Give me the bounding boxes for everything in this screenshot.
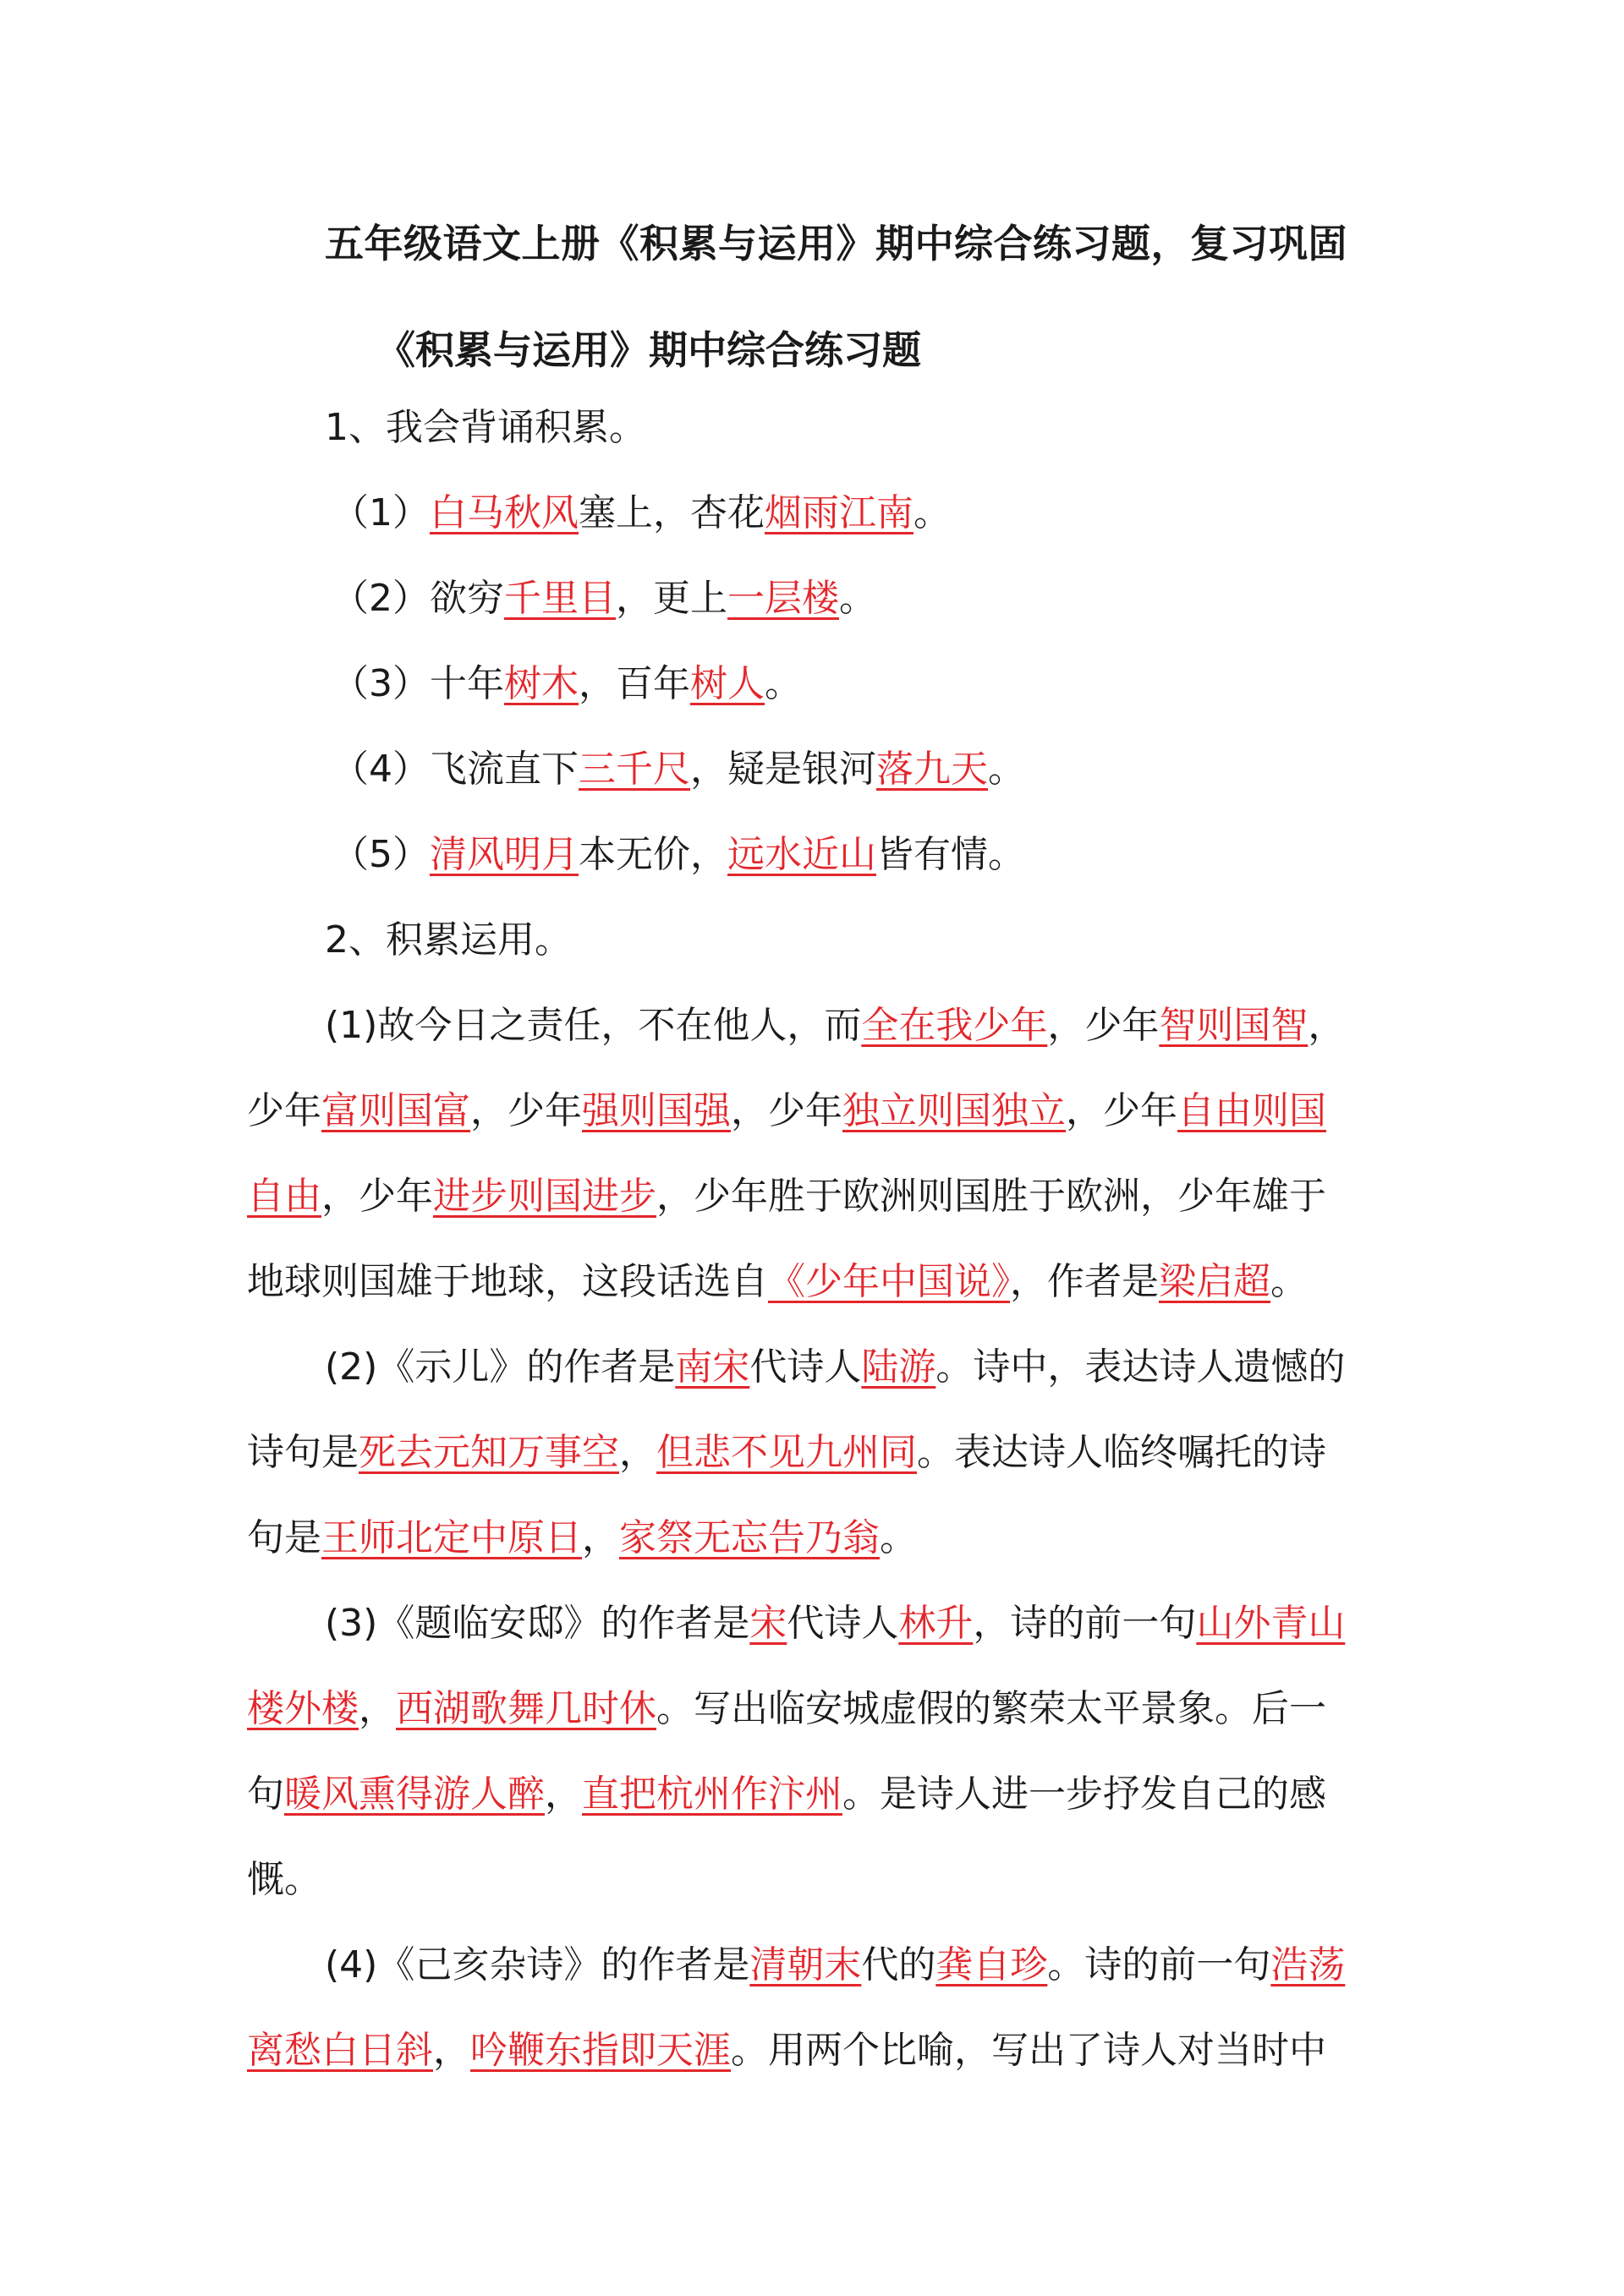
answer-text: 直把杭州作汴州 (582, 1773, 842, 1816)
text-line (247, 726, 1482, 812)
document-subtitle: 《积累与运用》期中综合练习题 (376, 327, 921, 373)
answer-text: 全在我少年 (861, 1004, 1048, 1047)
question-text: ，诗的前一句 (973, 1602, 1197, 1645)
document-title: 五年级语文上册《积累与运用》期中综合练习题，复习巩固 (325, 221, 1347, 266)
question-text: ，少年 (1066, 1089, 1177, 1132)
question-text: ， (545, 1773, 582, 1816)
text-line (247, 1324, 1475, 1410)
answer-text: 宋 (749, 1602, 787, 1645)
answer-text: 自由 (247, 1175, 321, 1218)
question-text: ， (619, 1431, 656, 1474)
answer-text: 清风明月 (430, 833, 579, 876)
text-line (247, 1666, 1397, 1751)
text-line (247, 983, 1475, 1068)
text-line (247, 1410, 1397, 1495)
text-line (247, 1153, 1397, 1239)
question-text: (4)《己亥杂诗》的作者是 (325, 1943, 750, 1986)
text-line (247, 1581, 1475, 1666)
answer-text: 远水近山 (727, 833, 876, 876)
question-text: 句 (247, 1773, 284, 1816)
question-text: 1、我会背诵积累。 (325, 406, 646, 449)
question-text: 。 (765, 662, 802, 705)
answer-text: 梁启超 (1159, 1260, 1270, 1303)
question-text: 诗句是 (247, 1431, 359, 1474)
question-text: 塞上，杏花 (579, 491, 765, 534)
answer-text: 离愁白日斜 (247, 2029, 433, 2072)
answer-text: 龚自珍 (935, 1943, 1048, 1986)
text-line (247, 385, 1475, 470)
answer-text: 进步则国进步 (433, 1175, 656, 1218)
answer-text: 树木 (504, 662, 579, 705)
question-text: ， (433, 2029, 470, 2072)
answer-text: 强则国强 (582, 1089, 731, 1132)
question-text: ，少年 (321, 1175, 433, 1218)
answer-text: 南宋 (675, 1345, 750, 1389)
question-text: （1） (332, 491, 430, 534)
answer-text: 吟鞭东指即天涯 (470, 2029, 731, 2072)
question-text: 地球则国雄于地球，这段话选自 (247, 1260, 768, 1303)
answer-text: 烟雨江南 (765, 491, 914, 534)
question-text: 。 (839, 577, 876, 620)
question-text: ，更上 (616, 577, 727, 620)
question-text: ，少年 (731, 1089, 842, 1132)
question-text: 皆有情。 (876, 833, 1025, 876)
question-text: 代诗人 (787, 1602, 899, 1645)
question-text: 。 (880, 1516, 917, 1559)
text-line (247, 812, 1482, 897)
question-text: ， (359, 1687, 396, 1730)
text-line (247, 2008, 1397, 2093)
question-text: （3）十年 (332, 662, 504, 705)
text-line (247, 1068, 1397, 1153)
answer-text: 一层楼 (727, 577, 839, 620)
text-line (247, 470, 1482, 556)
text-line (247, 1922, 1475, 2008)
answer-text: 林升 (898, 1602, 974, 1645)
text-line (247, 1837, 1397, 1922)
question-text: 。诗的前一句 (1047, 1943, 1271, 1986)
text-line (247, 897, 1475, 983)
question-text: 。 (1270, 1260, 1308, 1303)
question-text: 。表达诗人临终嘱托的诗 (917, 1431, 1326, 1474)
text-line (247, 1751, 1397, 1837)
answer-text: 王师北定中原日 (321, 1516, 582, 1559)
question-text: （2）欲穷 (332, 577, 504, 620)
answer-text: 山外青山 (1196, 1602, 1346, 1645)
question-text: 2、积累运用。 (325, 918, 572, 962)
question-text: 句是 (247, 1516, 321, 1559)
answer-text: 白马秋风 (430, 491, 579, 534)
question-text: ，少年 (470, 1089, 582, 1132)
question-text: 代诗人 (749, 1345, 862, 1389)
question-text: 本无价， (579, 833, 727, 876)
question-text: 。用两个比喻，写出了诗人对当时中 (731, 2029, 1326, 2072)
question-text: 慨。 (247, 1858, 321, 1901)
question-text: 。 (914, 491, 951, 534)
text-line (247, 556, 1482, 641)
answer-text: 智则国智 (1159, 1004, 1309, 1047)
answer-text: 三千尺 (579, 748, 690, 791)
answer-text: 死去元知万事空 (359, 1431, 619, 1474)
question-text: 。诗中，表达诗人遗憾的 (935, 1345, 1346, 1389)
question-text: ，少年 (1047, 1004, 1160, 1047)
question-text: (2)《示儿》的作者是 (325, 1345, 676, 1389)
question-text: ，百年 (579, 662, 690, 705)
question-text: (1)故今日之责任，不在他人，而 (325, 1004, 862, 1047)
answer-text: 千里目 (504, 577, 616, 620)
question-text: ， (1308, 1004, 1346, 1047)
answer-text: 自由则国 (1177, 1089, 1326, 1132)
answer-text: 暖风熏得游人醉 (284, 1773, 545, 1816)
answer-text: 浩荡 (1270, 1943, 1346, 1986)
answer-text: 落九天 (876, 748, 988, 791)
question-text: 。写出临安城虚假的繁荣太平景象。后一 (656, 1687, 1326, 1730)
question-text: 。是诗人进一步抒发自己的感 (842, 1773, 1326, 1816)
answer-text: 《少年中国说》 (768, 1260, 1010, 1303)
text-line (247, 1495, 1397, 1581)
text-line (247, 641, 1482, 726)
question-text: ， (582, 1516, 619, 1559)
question-text: （5） (332, 833, 430, 876)
answer-text: 西湖歌舞几时休 (396, 1687, 656, 1730)
question-text: 少年 (247, 1089, 321, 1132)
answer-text: 楼外楼 (247, 1687, 359, 1730)
answer-text: 陆游 (861, 1345, 936, 1389)
question-text: （4）飞流直下 (332, 748, 579, 791)
question-text: ，作者是 (1010, 1260, 1159, 1303)
question-text: 代的 (861, 1943, 936, 1986)
answer-text: 独立则国独立 (842, 1089, 1066, 1132)
answer-text: 但悲不见九州同 (656, 1431, 917, 1474)
question-text: ，疑是银河 (690, 748, 876, 791)
answer-text: 富则国富 (321, 1089, 470, 1132)
text-line (247, 1239, 1397, 1324)
question-text: (3)《题临安邸》的作者是 (325, 1602, 750, 1645)
question-text: ，少年胜于欧洲则国胜于欧洲，少年雄于 (656, 1175, 1326, 1218)
answer-text: 清朝末 (749, 1943, 862, 1986)
answer-text: 树人 (690, 662, 765, 705)
answer-text: 家祭无忘告乃翁 (619, 1516, 880, 1559)
question-text: 。 (988, 748, 1025, 791)
